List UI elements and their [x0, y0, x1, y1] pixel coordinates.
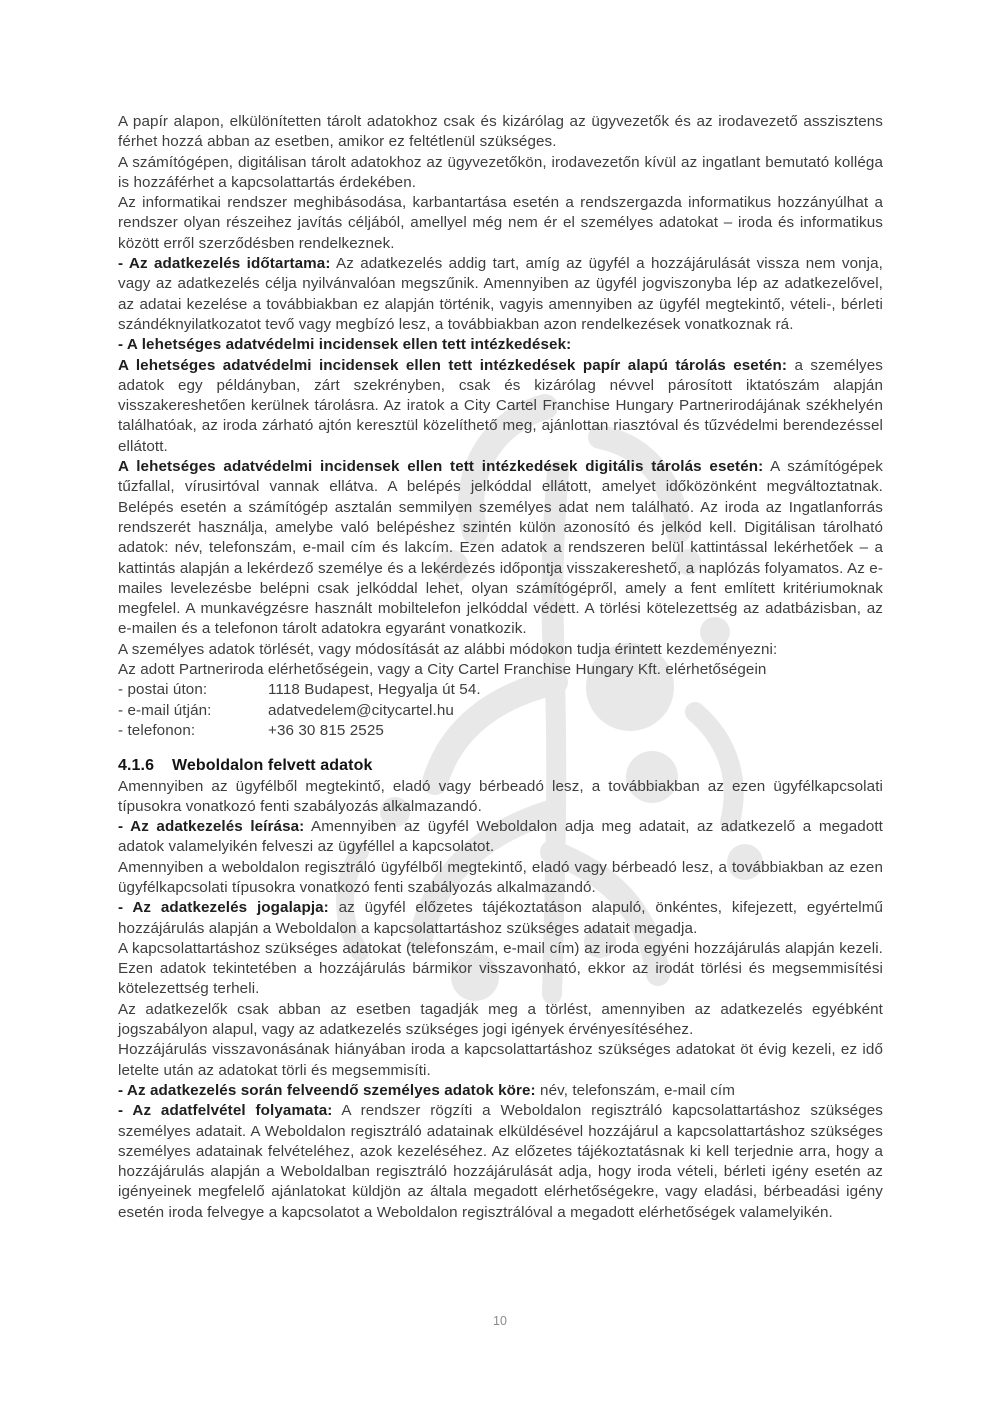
contact-row-postal [118, 680, 883, 700]
contact-label: - e-mail útján: [118, 701, 212, 719]
paragraph-lead: A lehetséges adatvédelmi incidensek ellen tett intézkedések papír alapú tárolás esetén: [118, 356, 788, 374]
paragraph-text: Az informatikai rendszer meghibásodása, karbantartása esetén a rendszergazda informatikus hozzányúlhat a rendszer olyan részeihez javítás céljából, amellyel még nem ér el személyes adatokat – iroda és informatikus között erről szerződésben rendelkeznek. [118, 194, 883, 252]
paragraph-lead: A lehetséges adatvédelmi incidensek ellen tett intézkedések digitális tárolás esetén: [118, 458, 764, 476]
paragraph [118, 1040, 883, 1081]
paragraph-text: A rendszer rögzíti a Weboldalon regisztráló kapcsolattartáshoz szükséges személyes adatait. A Weboldalon regisztráló adatainak elküldésével hozzájárul a kapcsolattartáshoz szükséges személyes adatainak felvételéhez, azok kezeléséhez. Az előzetes tájékoztatásnak ki kell terjednie arra, hogy a hozzájárulás alapján a Weboldalban regisztráló hozzájárulását adja, hogy iroda vételi, bérleti igény esetén az igényeinek megfelelő ajánlatokat küldjön az általa megadott elérhetőségekre, vagy eladási, bérbeadási igény esetén iroda felvegye a kapcsolatot a Weboldalon regisztrálóval a megadott elérhetőségek valamelyikén. [118, 1102, 883, 1221]
paragraph-text: Amennyiben a weboldalon regisztráló ügyfélből megtekintő, eladó vagy bérbeadó lesz, a továbbiakban az ezen ügyfélkapcsolati típusokra vonatkozó fenti szabályozás alkalmazandó. [118, 858, 883, 896]
paragraph [118, 193, 883, 254]
paragraph-lead: - Az adatkezelés jogalapja: [118, 899, 329, 917]
paragraph [118, 1101, 883, 1223]
contact-value-phone: +36 30 815 2525 [268, 721, 384, 739]
paragraph-text: név, telefonszám, e-mail cím [535, 1081, 735, 1099]
paragraph-lead: - Az adatkezelés során felveendő személyes adatok köre: [118, 1081, 536, 1099]
paragraph-text: Az adatkezelés addig tart, amíg az ügyfél a hozzájárulását vissza nem vonja, vagy az adatkezelés célja nyilvánvalóan megszűnik. Amennyiben az ügyfél jogviszonyba lép az adatkezelővel, az adatai kezelése a továbbiakban ez alapján történik, vagyis amennyiben az ügyfél megtekintő, vételi-, bérleti szándéknyilatkozatot tevő vagy megbízó lesz, a továbbiakban azon rendelkezések vonatkoznak rá. [118, 255, 883, 333]
paragraph-text: A kapcsolattartáshoz szükséges adatokat (telefonszám, e-mail cím) az iroda egyéni hozzájárulás alapján kezeli. Ezen adatok tekintetében a hozzájárulás bármikor visszavonható, ekkor az irodát törlési és megsemmisítési kötelezettség terheli. [118, 939, 883, 998]
paragraph [118, 254, 883, 335]
paragraph-text: a személyes adatok egy példányban, zárt szekrényben, csak és kizárólag névvel párosított iktatószám alapján visszakereshetően kerülnek tárolásra. Az iratok a City Cartel Franchise Hungary Partnerirodájának székhelyén találhatóak, az iroda zárható ajtón keresztül közelíthető meg, ajánlottan riasztóval és tűzvédelmi berendezéssel ellátott. [118, 356, 883, 455]
paragraph [118, 640, 883, 660]
paragraph-lead: - Az adatkezelés leírása: [118, 818, 305, 836]
section-number: 4.1.6 [118, 757, 155, 775]
paragraph-lead: - Az adatfelvétel folyamata: [118, 1102, 333, 1120]
paragraph-text: Az adott Partneriroda elérhetőségein, vagy a City Cartel Franchise Hungary Kft. elérhetőségein [118, 661, 767, 679]
contact-value-address: 1118 Budapest, Hegyalja út 54. [268, 681, 481, 699]
contact-value-email: adatvedelem@citycartel.hu [268, 701, 454, 719]
paragraph-text: Hozzájárulás visszavonásának hiányában iroda a kapcsolattartáshoz szükséges adatokat öt évig kezeli, ez idő letelte után az adatokat törli és megsemmisíti. [118, 1041, 883, 1079]
paragraph-lead: - Az adatkezelés időtartama: [118, 255, 331, 273]
page-number: 10 [493, 1314, 507, 1328]
paragraph [118, 817, 883, 858]
contact-label: - postai úton: [118, 681, 208, 699]
paragraph-text: az ügyfél előzetes tájékoztatáson alapuló, önkéntes, kifejezett, egyértelmű hozzájárulás alapján a Weboldalon a kapcsolattartáshoz szükséges adatait megadja. [118, 899, 883, 937]
paragraph [118, 858, 883, 899]
paragraph [118, 660, 883, 680]
document-body [118, 112, 883, 1223]
paragraph-text: A személyes adatok törlését, vagy módosítását az alábbi módokon tudja érintett kezdeményezni: [118, 640, 778, 658]
paragraph [118, 939, 883, 1000]
contact-row-email [118, 701, 883, 721]
paragraph [118, 898, 883, 939]
paragraph [118, 112, 883, 153]
paragraph [118, 335, 883, 355]
paragraph-text: A számítógépek tűzfallal, vírusirtóval vannak ellátva. A belépés jelkóddal ellátott, amelyet időközönként megváltoztatnak. Belépés esetén a számítógép asztalán semmilyen személyes adat nem található. Az iroda az Ingatlanforrás rendszerét használja, amelybe való belépéshez szintén külön azonosító és jelkód kell. Digitálisan tárolható adatok: név, telefonszám, e-mail cím és lakcím. Ezen adatok a rendszeren belül kattintással lekérhetőek – a kattintás alapján a lekérdező személye és a lekérdezés időpontja visszakereshető, a naplózás folyamatos. Az e-mailes levelezésbe belépni csak jelkóddal lehet, olyan számítógépről, amely a fent említett kritériumoknak megfelel. A munkavégzésre használt mobiltelefon jelkóddal védett. A törlési kötelezettség az adatbázisban, az e-mailen és a telefonon tárolt adatokra egyaránt vonatkozik. [118, 458, 883, 638]
section-heading [118, 756, 883, 776]
paragraph [118, 153, 883, 194]
paragraph [118, 1000, 883, 1041]
paragraph-lead: - A lehetséges adatvédelmi incidensek ellen tett intézkedések: [118, 336, 572, 354]
paragraph [118, 356, 883, 457]
paragraph [118, 777, 883, 818]
section-title: Weboldalon felvett adatok [172, 757, 373, 775]
contact-label: - telefonon: [118, 721, 196, 739]
paragraph [118, 1081, 883, 1101]
contact-row-phone [118, 721, 883, 741]
paragraph-text: A papír alapon, elkülönítetten tárolt adatokhoz csak és kizárólag az ügyvezetők és az irodavezető asszisztens férhet hozzá abban az esetben, amikor ez feltétlenül szükséges. [118, 113, 883, 151]
paragraph-text: Az adatkezelők csak abban az esetben tagadják meg a törlést, amennyiben az adatkezelés egyébként jogszabályon alapul, vagy az adatkezelés szükséges jogi igények érvényesítéséhez. [118, 1000, 883, 1039]
paragraph-text: Amennyiben az ügyfélből megtekintő, eladó vagy bérbeadó lesz, a továbbiakban az ezen ügyfélkapcsolati típusokra vonatkozó fenti szabályozás alkalmazandó. [118, 777, 883, 815]
paragraph-text: A számítógépen, digitálisan tárolt adatokhoz az ügyvezetőkön, irodavezetőn kívül az ingatlant bemutató kolléga is hozzáférhet a kapcsolattartás érdekében. [118, 153, 883, 191]
paragraph-text: Amennyiben az ügyfél Weboldalon adja meg adatait, az adatkezelő a megadott adatok valamelyikén felveszi az ügyféllel a kapcsolatot. [118, 818, 884, 856]
paragraph [118, 457, 883, 640]
